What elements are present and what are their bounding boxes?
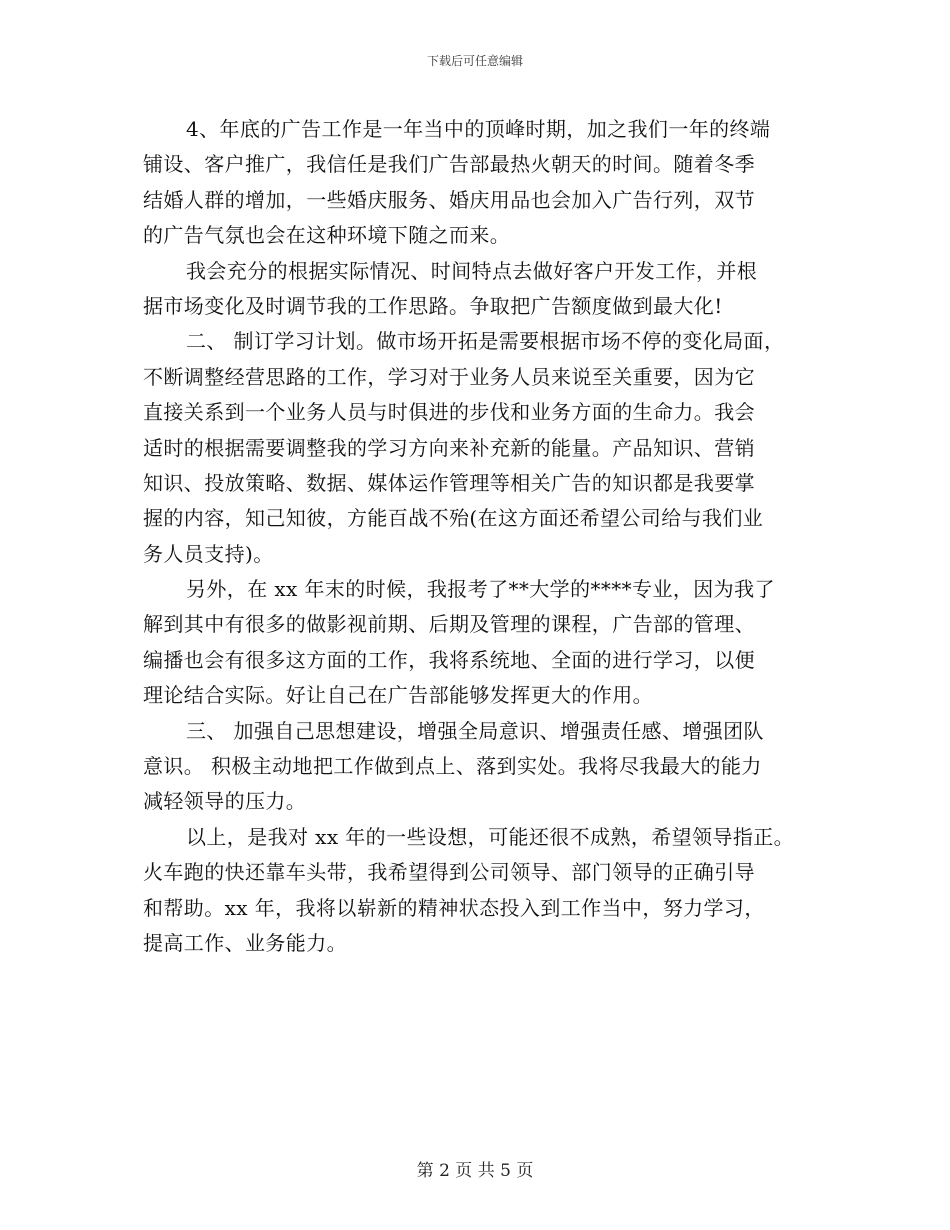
document-body <box>143 112 833 961</box>
text-line: 以上，是我对 xx 年的一些设想，可能还很不成熟，希望领导指正。 <box>186 824 795 849</box>
text-line: 据市场变化及时调节我的工作思路。争取把广告额度做到最大化! <box>143 293 723 318</box>
text-line: 的广告气氛也会在这种环境下随之而来。 <box>143 223 511 248</box>
text-line: 解到其中有很多的做影视前期、后期及管理的课程，广告部的管理、 <box>143 612 755 637</box>
text-line: 二、 制订学习计划。做市场开拓是需要根据市场不停的变化局面， <box>186 329 785 354</box>
text-line: 直接关系到一个业务人员与时俱进的步伐和业务方面的生命力。我会 <box>143 400 755 425</box>
text-line: 三、 加强自己思想建设，增强全局意识、增强责任感、增强团队 <box>186 718 764 743</box>
text-line: 结婚人群的增加，一些婚庆服务、婚庆用品也会加入广告行列，双节 <box>143 187 755 212</box>
text-line: 理论结合实际。好让自己在广告部能够发挥更大的作用。 <box>143 683 653 708</box>
text-line: 铺设、客户推广，我信任是我们广告部最热火朝天的时间。随着冬季 <box>143 152 755 177</box>
text-line: 不断调整经营思路的工作，学习对于业务人员来说至关重要，因为它 <box>143 364 755 389</box>
text-line: 提高工作、业务能力。 <box>143 930 347 955</box>
page-header: 下载后可任意编辑 <box>426 54 523 68</box>
text-line: 编播也会有很多这方面的工作，我将系统地、全面的进行学习，以便 <box>143 647 755 672</box>
text-line: 我会充分的根据实际情况、时间特点去做好客户开发工作，并根 <box>186 258 758 283</box>
text-line: 握的内容，知己知彼，方能百战不殆(在这方面还希望公司给与我们业 <box>143 506 764 531</box>
text-line: 减轻领导的压力。 <box>143 789 307 814</box>
text-line: 另外，在 xx 年末的时候，我报考了**大学的****专业，因为我了 <box>186 577 775 602</box>
text-line: 务人员支持)。 <box>143 541 274 566</box>
text-line: 知识、投放策略、数据、媒体运作管理等相关广告的知识都是我要掌 <box>143 470 755 495</box>
text-line: 4、年底的广告工作是一年当中的顶峰时期，加之我们一年的终端 <box>186 117 771 141</box>
text-line: 意识。 积极主动地把工作做到点上、落到实处。我将尽我最大的能力 <box>143 754 762 779</box>
text-line: 适时的根据需要调整我的学习方向来补充新的能量。产品知识、营销 <box>143 435 755 460</box>
page-footer: 第 2 页 共 5 页 <box>416 1161 534 1181</box>
text-line: 火车跑的快还靠车头带，我希望得到公司领导、部门领导的正确引导 <box>143 860 755 885</box>
text-line: 和帮助。xx 年，我将以崭新的精神状态投入到工作当中，努力学习， <box>143 895 765 920</box>
